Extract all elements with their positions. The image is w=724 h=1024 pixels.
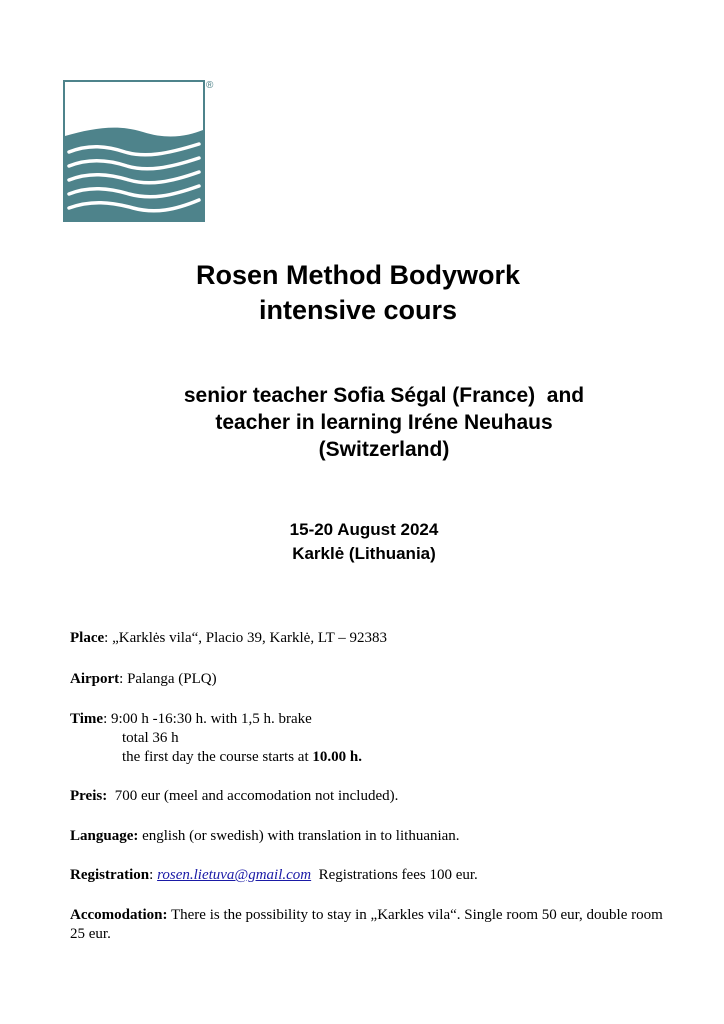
- language-line: [70, 827, 670, 846]
- airport-label: Airport: [70, 671, 120, 687]
- airport-line: Airport: Palanga (PLQ): [70, 671, 217, 687]
- registration-line: Registration: rosen.lietuva@gmail.com Registrations fees 100 eur.: [70, 867, 478, 883]
- place-line: Place: „Karklės vila“, Placio 39, Karklė, LT – 92383: [70, 630, 388, 646]
- language-label: Language:: [70, 828, 139, 844]
- rosen-method-logo: [63, 80, 205, 222]
- place-value: „Karklės vila“, Placio 39, Karklė, LT – 92383: [112, 630, 388, 646]
- preis-label: Preis:: [70, 788, 108, 804]
- registration-fees: Registrations fees 100 eur.: [318, 867, 478, 883]
- teachers-line-3: (Switzerland): [318, 438, 450, 461]
- registered-mark: ®: [206, 80, 214, 91]
- accomodation-label: Accomodation:: [70, 907, 168, 923]
- event-date: 15-20 August 2024: [289, 520, 439, 539]
- registration-label: Registration: [70, 867, 150, 883]
- time-value: 9:00 h -16:30 h. with 1,5 h. brake: [110, 711, 312, 727]
- preis-value: 700 eur (meel and accomodation not included).: [114, 788, 399, 804]
- accomodation-value: There is the possibility to stay in „Karkles vila“. Single room 50 eur, double room 25 eur.: [70, 907, 663, 942]
- time-total: total 36 h: [122, 730, 179, 746]
- teachers-line-2: teacher in learning Iréne Neuhaus: [215, 411, 553, 434]
- teachers-line-1: senior teacher Sofia Ségal (France) and: [183, 384, 585, 407]
- title-line-1: Rosen Method Bodywork: [195, 260, 520, 290]
- teachers-heading: [34, 382, 724, 463]
- first-day-line: [70, 748, 670, 767]
- registration-email-link[interactable]: rosen.lietuva@gmail.com: [157, 867, 312, 883]
- time-block: Time: 9:00 h -16:30 h. with 1,5 h. brake total 36 h the first day the course starts at 10.00 h.: [70, 710, 670, 767]
- language-value: english (or swedish) with translation in to lithuanian.: [142, 828, 460, 844]
- event-location: Karklė (Lithuania): [292, 544, 436, 563]
- first-day-time: 10.00 h.: [312, 749, 362, 765]
- accomodation-line: [70, 906, 670, 944]
- time-label: Time: [70, 711, 104, 727]
- preis-line: [70, 787, 670, 806]
- title-line-2: intensive cours: [258, 295, 458, 325]
- first-day-text: the first day the course starts at: [122, 749, 309, 765]
- event-date-location: [2, 518, 724, 566]
- airport-value: Palanga (PLQ): [127, 671, 217, 687]
- place-label: Place: [70, 630, 105, 646]
- page-title: [0, 258, 720, 328]
